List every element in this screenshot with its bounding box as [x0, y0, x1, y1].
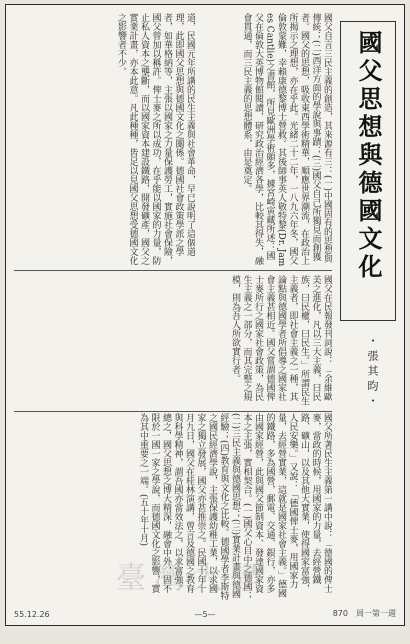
footer-date: 55.12.26 [14, 610, 50, 619]
title-frame [340, 21, 396, 321]
page-number: —5— [194, 610, 216, 619]
article-title: 國父思想與德國文化 [354, 30, 383, 282]
page-footer [6, 605, 404, 621]
document-page [5, 4, 405, 626]
text-column-block-1: 國父自言三民主義的創造，其來源有三：(一)中國固有的思想與傳統；(二)西洋方面的學說與事蹟；(三)國父自己所獨見而創獲者。國父的思想，吸收東西學術精華，順應世界潮流，在政治上所揭示之理想，亦在乎此。光緒二十二年，一八九六年冬，國父倫敦蒙難，幸賴康德黎博士營救。其後師事英人敬特黎(Dr. James Cantlie)之書館，所見歐洲學術頗多，據宮崎寅藏所述：國父在倫敦大英博物館閱讀，研究政治經濟各學，比較其得失，融會貫通，而三民主義的思想體系，由是奠定。 [241, 13, 332, 267]
text-column-block-2: 道，民國元年所講的民生主義與社會革命，早已說明了這個道理，此即國父思想與德國文化之關係。德國社會政策學派之學者，如華格納等，主張以國家之力量保護勞工，實施社會保險，國父曾加以稱許。俾士麥之所以成功，在乎能以國家的力量，防止私人資本之壟斷，而以國家資本建設鐵路，開發礦產，國父之實業計畫，亦本此意。凡此種種，皆足以見國父思想受德國文化之影響者不少。 [116, 13, 195, 265]
text-column-block-3: 國父在民報發刊詞說：「余維歐美之進化，凡以三大主義，曰民族，曰民權，曰民生。」所謂民生主義者，即社會主義之一種，其論點與德國學者所倡導之國家社會主義甚相近。國父嘗謂德國俾士麥所行之國家社會政策，為民生主義之一部分，而其完整之規模，則為吾人所欲實行者。 [230, 275, 332, 406]
text-column-block-4: 國父所著民生主義第一講中說：「德國的俾士麥，當政的時候，用國家的力量，去經營鐵路、礦山，以及其他大實業，使得國家富強，人民安樂。」又說：「德國俾士麥，用國家力量，去經營實業，這就是國家社會主義。」德國的鐵路，多為國營，郵電、交通、銀行，亦多由國家經營，此與國父節制資本、發達國家資本之主張，實相契合。(一)國父心目中之德國；(二)三民主義與德國思想；(三)實業計畫與德國經驗；(四)教育與文化之比較。德國學者李斯特之國民經濟學說，主張保護幼稚工業，以求國家之獨立發展，國父亦甚推崇之。民國十年十月九日，國父在桂林演講，曾言及德國之教育與科學精神，謂吾國亦當效法之，以求富強。總之，國父思想之博大精深，融會中外，固不限於一國一家之學說，而德國文化之影響，實為其中重要之一端。(五十年十月) [138, 413, 332, 601]
article-body [14, 13, 332, 599]
section-divider [14, 411, 332, 412]
library-watermark: 臺灣大學 [116, 561, 268, 596]
section-divider [14, 270, 332, 271]
author-name: ・張其昀・ [366, 335, 379, 410]
issue-number: 870 周一第一週 [332, 609, 396, 618]
